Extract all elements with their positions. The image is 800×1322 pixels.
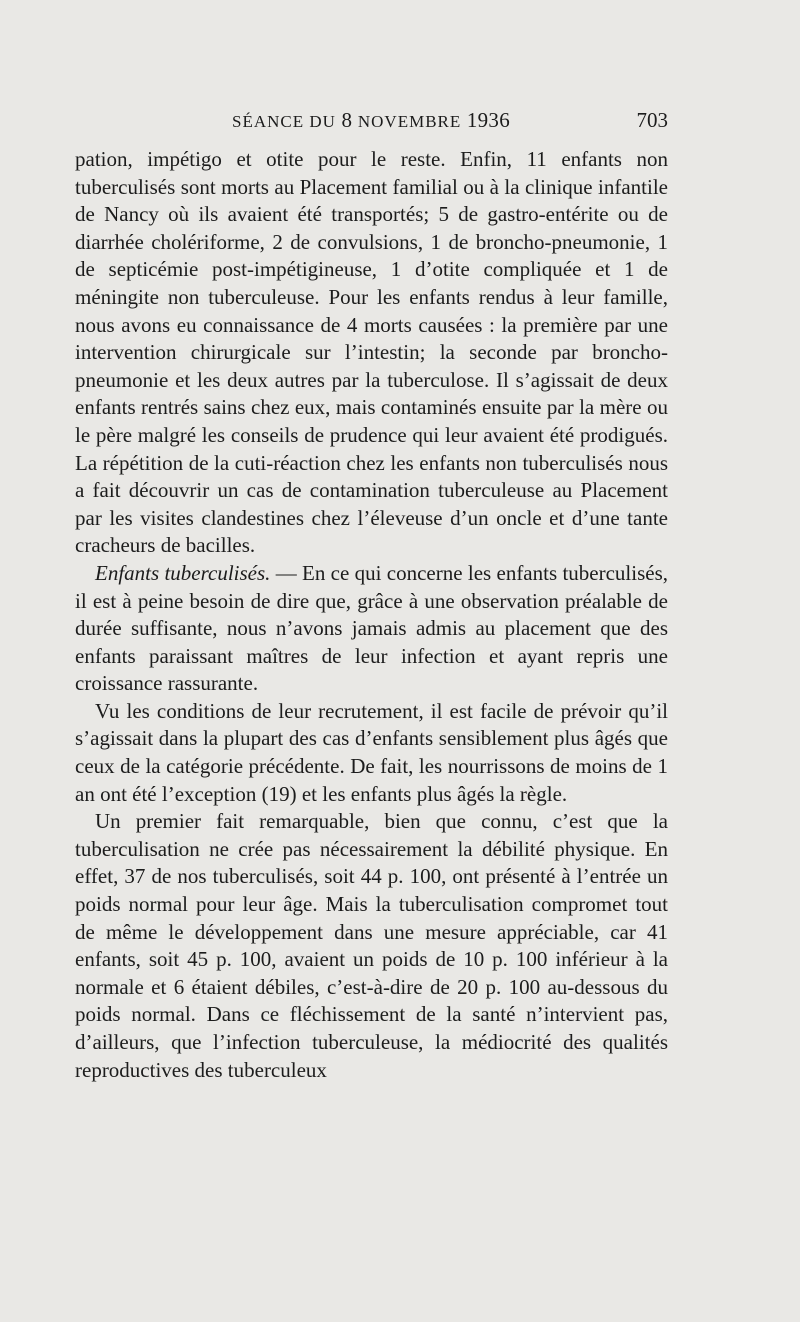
paragraph-4: Un premier fait remarquable, bien que connu, c’est que la tuberculisation ne crée pas nécessairement la débilité physique. En effet, 37 de nos tuberculisés, soit 44 p. 100, ont présenté à l’entrée un poids normal pour leur âge. Mais la tuberculisation compromet tout de même le développement dans une mesure appréciable, car 41 enfants, soit 45 p. 100, avaient un poids de 10 p. 100 inférieur à la normale et 6 étaient débiles, c’est-à-dire de 20 p. 100 au-dessous du poids normal. Dans ce fléchissement de la santé n’intervient pas, d’ailleurs, que l’infection tuberculeuse, la médiocrité des qualités reproductives des tuberculeux <box>75 809 668 1082</box>
paragraph-2 <box>75 560 668 698</box>
body-text <box>75 146 668 1084</box>
paragraph-1: pation, impétigo et otite pour le reste. Enfin, 11 enfants non tuberculisés sont morts au Placement familial ou à la clinique infantile de Nancy où ils avaient été transportés; 5 de gastro-entérite ou de diarrhée cholériforme, 2 de convulsions, 1 de broncho-pneumonie, 1 de septicémie post-impétigineuse, 1 d’otite compliquée et 1 de méningite non tuberculeuse. Pour les enfants rendus à leur famille, nous avons eu connaissance de 4 morts causées : la première par une intervention chirurgicale sur l’intestin; la seconde par broncho-pneumonie et les deux autres par la tuberculose. Il s’agissait de deux enfants rentrés sains chez eux, mais contaminés ensuite par la mère ou le père malgré les conseils de prudence qui leur avaient été prodigués. La répétition de la cuti-réaction chez les enfants non tuberculisés nous a fait découvrir un cas de contamination tuberculeuse au Placement par les visites clandestines chez l’éleveuse d’un oncle et d’une tante cracheurs de bacilles. <box>75 147 668 558</box>
running-title <box>232 108 510 133</box>
title-prefix: SÉANCE DU <box>232 112 336 131</box>
paragraph-3: Vu les conditions de leur recrutement, il est facile de prévoir qu’il s’agissait dans la plupart des cas d’enfants sensiblement plus âgés que ceux de la catégorie précédente. De fait, les nourrissons de moins de 1 an ont été l’exception (19) et les enfants plus âgés la règle. <box>75 698 668 806</box>
page-number: 703 <box>636 108 668 132</box>
title-month: NOVEMBRE <box>357 112 462 131</box>
title-day: 8 <box>341 108 353 132</box>
section-lead-italic: Enfants tuberculisés. <box>95 560 271 585</box>
title-year: 1936 <box>466 108 511 132</box>
paragraph-2-text: — En ce qui concerne les enfants tuberculisés, il est à peine besoin de dire que, grâce à une observation préalable de durée suffisante, nous n’avons jamais admis au placement que des enfants paraissant maîtres de leur infection et ayant repris une croissance rassurante. <box>75 560 668 696</box>
running-header <box>75 108 668 140</box>
